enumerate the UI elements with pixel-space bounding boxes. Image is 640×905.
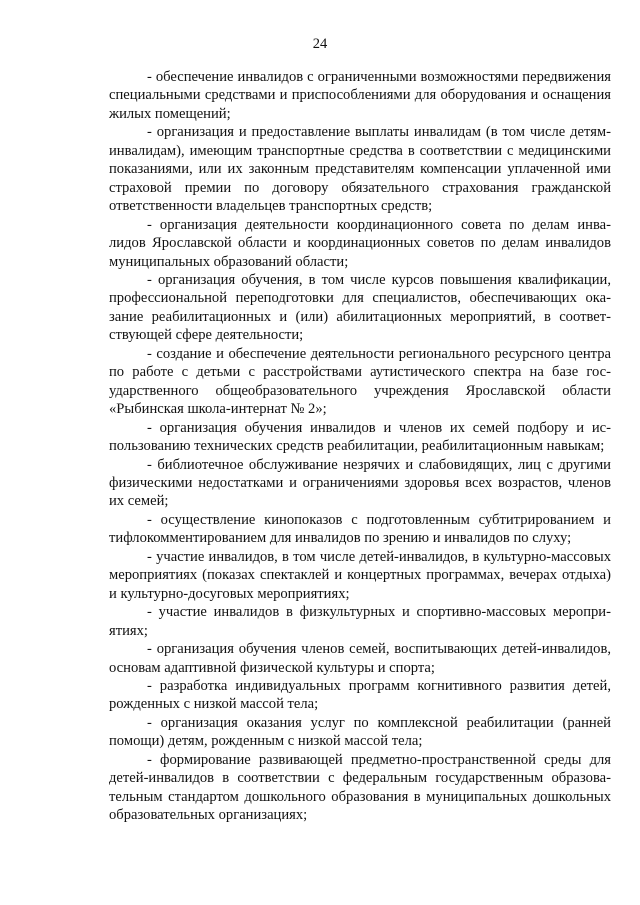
list-item: - формирование развивающей предметно-пространственной среды для детей-инвалидов в соответствии с федеральным государственным образовательным стандартом дошкольного образования в муниципальных дошкольных образовательных организациях; (109, 751, 611, 824)
list-item: - участие инвалидов, в том числе детей-инвалидов, в культурно-массовых мероприятиях (показах спектаклей и концертных программах, вечерах отдыха) и культурно-досуговых мероприятиях; (109, 548, 611, 602)
list-item: - разработка индивидуальных программ когнитивного развития детей, рожденных с низкой массой тела; (109, 677, 611, 713)
measures-list (109, 68, 611, 825)
list-item: - создание и обеспечение деятельности регионального ресурсного центра по работе с детьми с расстройствами аутистического спектра на базе государственного общеобразовательного учреждения Ярославской области «Рыбинская школа-интернат № 2»; (109, 345, 611, 418)
list-item: - обеспечение инвалидов с ограниченными возможностями передвижения специальными средствами и приспособлениями для оборудования и оснащения жилых помещений; (109, 69, 611, 122)
list-item: - осуществление кинопоказов с подготовленным субтитрированием и тифлокомментированием для инвалидов по зрению и инвалидов по слуху; (109, 511, 611, 547)
list-item: - организация и предоставление выплаты инвалидам (в том числе детям-инвалидам), имеющим транспортные средства в соответствии с медицинскими показаниями, или их законным представителям компенсации уплаченной ими страховой премии по договору обязательного страхования гражданской ответственности владельцев транспортных средств; (109, 124, 611, 215)
list-item: - организация оказания услуг по комплексной реабилитации (ранней помощи) детям, рожденным с низкой массой тела; (109, 714, 611, 750)
list-item: - организация деятельности координационного совета по делам инвалидов Ярославской области и координационных советов по делам инвалидов муниципальных образований области; (109, 216, 611, 270)
list-item: - организация обучения инвалидов и членов их семей подбору и использованию технических средств реабилитации, реабилитационным навыкам; (109, 419, 611, 455)
page-number: 24 (312, 36, 328, 52)
list-item: - библиотечное обслуживание незрячих и слабовидящих, лиц с другими физическими недостатками и ограничениями здоровья всех возрастов, членов их семей; (109, 456, 611, 510)
list-item: - участие инвалидов в физкультурных и спортивно-массовых мероприятиях; (109, 604, 611, 639)
list-item: - организация обучения, в том числе курсов повышения квалификации, профессиональной переподготовки для специалистов, обеспечивающих оказание реабилитационных и (или) абилитационных мероприятий, в соответствующей сфере деятельности; (109, 271, 611, 344)
list-item: - организация обучения членов семей, воспитывающих детей-инвалидов, основам адаптивной физической культуры и спорта; (109, 641, 611, 676)
